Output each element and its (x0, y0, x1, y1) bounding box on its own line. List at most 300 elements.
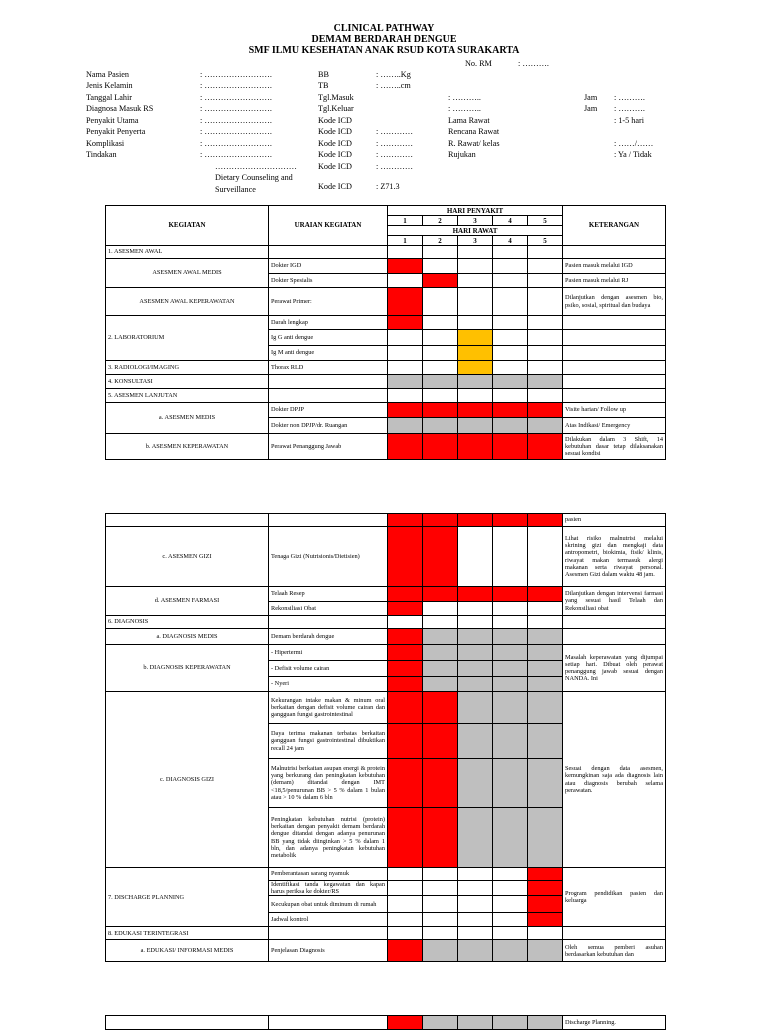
day-1-cell (388, 330, 423, 346)
day-5-cell (528, 602, 563, 616)
day-1-cell (388, 616, 423, 629)
pathway-row (106, 1016, 666, 1030)
patient-field-label: Diagnosa Masuk RS (86, 104, 154, 113)
day-2-cell (423, 246, 458, 259)
day-3-cell (458, 1016, 493, 1030)
pathway-row (106, 868, 666, 881)
uraian-cell: Thorax RLD (269, 361, 388, 375)
day-1-cell (388, 514, 423, 527)
icd-field-value: : ………… (376, 127, 414, 136)
keterangan-cell: Discharge Planning. (563, 1016, 666, 1030)
day-2-cell (423, 629, 458, 645)
day-4-cell (493, 259, 528, 274)
uraian-cell: Peningkatan kebutuhan nutrisi (protein) berkaitan dengan penyakit demam berdarah dengue ditandai dengan adanya penurunan BB yang tidak diinginkan > 5 % dalam 1 bln, dan adanya peningkatan kebutuhan metabolik (269, 808, 388, 868)
day-1-cell (388, 246, 423, 259)
kegiatan-cell: ASESMEN AWAL MEDIS (106, 259, 269, 288)
day-number-5: 5 (528, 216, 563, 226)
day-number-2: 2 (423, 216, 458, 226)
day-3-cell (458, 527, 493, 587)
day-4-cell (493, 527, 528, 587)
day-3-cell (458, 913, 493, 927)
day-4-cell (493, 330, 528, 346)
stay-field-value: : ……….. (448, 93, 481, 102)
patient-field-label: Tanggal Lahir (86, 93, 133, 102)
pathway-row (106, 616, 666, 629)
keterangan-cell (563, 629, 666, 645)
day-1-cell (388, 881, 423, 896)
day-5-cell (528, 629, 563, 645)
keterangan-cell: Program pendidikan pasien dan keluarga (563, 868, 666, 927)
icd-field-value: : Z71.3 (376, 182, 400, 191)
kegiatan-cell: b. DIAGNOSIS KEPERAWATAN (106, 645, 269, 692)
day-3-cell (458, 661, 493, 677)
day-4-cell (493, 645, 528, 661)
uraian-cell: Penjelasan Diagnosis (269, 940, 388, 962)
day-5-cell (528, 330, 563, 346)
day-2-cell (423, 602, 458, 616)
day-4-cell (493, 692, 528, 724)
uraian-cell: Jadwal kontrol (269, 913, 388, 927)
day-1-cell (388, 677, 423, 692)
day-5-cell (528, 246, 563, 259)
day-1-cell (388, 808, 423, 868)
day-3-cell (458, 724, 493, 759)
day-1-cell (388, 629, 423, 645)
document-subtitle: DEMAM BERDARAH DENGUE (311, 34, 457, 45)
day-number-3: 3 (458, 216, 493, 226)
pathway-row (106, 434, 666, 460)
day-3-cell (458, 274, 493, 288)
pathway-row (106, 927, 666, 940)
uraian-cell: Kekurangan intake makan & minum oral berkaitan dengan defisit volume cairan dan gangguan fungsi gastrointestinal (269, 692, 388, 724)
pathway-row (106, 288, 666, 316)
day-2-cell (423, 677, 458, 692)
stay-field-label: Lama Rawat (448, 116, 490, 125)
header-hari-penyakit: HARI PENYAKIT (388, 206, 563, 216)
day-5-cell (528, 808, 563, 868)
time-field-value: : Ya / Tidak (614, 150, 652, 159)
header-hari-rawat: HARI RAWAT (388, 226, 563, 236)
day-4-cell (493, 246, 528, 259)
time-field-value: : ………. (614, 104, 645, 113)
day-4-cell (493, 418, 528, 434)
day-4-cell (493, 896, 528, 913)
patient-field-value: : ……………………. (200, 150, 272, 159)
patient-field-label: Tindakan (86, 150, 117, 159)
kegiatan-cell: 3. RADIOLOGI/IMAGING (106, 361, 269, 375)
kegiatan-cell: c. DIAGNOSIS GIZI (106, 692, 269, 868)
time-field-value: : ……/…… (614, 139, 654, 148)
day-3-cell (458, 881, 493, 896)
uraian-cell (269, 375, 388, 389)
icd-field-value: : ………… (376, 150, 414, 159)
stay-field-value: : ……….. (448, 104, 481, 113)
day-2-cell (423, 514, 458, 527)
icd-field-label: Tgl.Keluar (318, 104, 354, 113)
day-4-cell (493, 629, 528, 645)
medical-record-number (0, 59, 768, 69)
uraian-cell: - Hipertermi (269, 645, 388, 661)
day-2-cell (423, 661, 458, 677)
pathway-row (106, 514, 666, 527)
patient-field-value: : ……………………. (200, 139, 272, 148)
day-5-cell (528, 645, 563, 661)
icd-field-value: : ……..cm (376, 81, 411, 90)
day-2-cell (423, 868, 458, 881)
day-5-cell (528, 913, 563, 927)
day-3-cell (458, 759, 493, 808)
day-2-cell (423, 361, 458, 375)
day-2-cell (423, 881, 458, 896)
hospital-name: SMF ILMU KESEHATAN ANAK RSUD KOTA SURAKARTA (248, 45, 520, 56)
day-4-cell (493, 868, 528, 881)
pathway-row (106, 375, 666, 389)
day-2-cell (423, 527, 458, 587)
day-2-cell (423, 375, 458, 389)
day-5-cell (528, 403, 563, 418)
icd-field-label: Tgl.Masuk (318, 93, 354, 102)
keterangan-cell: Visite harian/ Follow up (563, 403, 666, 418)
uraian-cell (269, 1016, 388, 1030)
kegiatan-cell: 7. DISCHARGE PLANNING (106, 868, 269, 927)
day-5-cell (528, 274, 563, 288)
uraian-cell: Identifikasi tanda kegawatan dan kapan harus periksa ke dokter/RS (269, 881, 388, 896)
day-1-cell (388, 940, 423, 962)
day-3-cell (458, 434, 493, 460)
day-1-cell (388, 389, 423, 403)
day-3-cell (458, 645, 493, 661)
pathway-row (106, 389, 666, 403)
day-1-cell (388, 645, 423, 661)
clinical-pathway-table-2 (105, 513, 666, 962)
day-3-cell (458, 927, 493, 940)
uraian-cell: Perawat Primer: (269, 288, 388, 316)
dietary-dots: ………………………… (215, 162, 297, 171)
day-5-cell (528, 616, 563, 629)
day-3-cell (458, 361, 493, 375)
kegiatan-cell: a. ASESMEN MEDIS (106, 403, 269, 434)
day-4-cell (493, 361, 528, 375)
day-3-cell (458, 602, 493, 616)
day-1-cell (388, 913, 423, 927)
patient-field-label: Penyakit Penyerta (86, 127, 146, 136)
uraian-cell: - Defisit volume cairan (269, 661, 388, 677)
day-3-cell (458, 346, 493, 361)
day-3-cell (458, 403, 493, 418)
day-4-cell (493, 434, 528, 460)
day-2-cell (423, 274, 458, 288)
stay-field-label: R. Rawat/ kelas (448, 139, 500, 148)
pathway-row (106, 587, 666, 602)
day-5-cell (528, 661, 563, 677)
day-4-cell (493, 403, 528, 418)
uraian-cell: Telaah Resep (269, 587, 388, 602)
keterangan-cell (563, 361, 666, 375)
day-1-cell (388, 1016, 423, 1030)
day-3-cell (458, 808, 493, 868)
uraian-cell: - Nyeri (269, 677, 388, 692)
day-5-cell (528, 927, 563, 940)
time-field-label: Jam (584, 93, 598, 102)
clinical-pathway-table-1 (105, 205, 666, 460)
patient-field-label: Penyakit Utama (86, 116, 139, 125)
day-5-cell (528, 940, 563, 962)
day-number-5: 5 (528, 236, 563, 246)
keterangan-cell: Dilanjutkan dengan asesmen bio, psiko, sosial, spiritual dan budaya (563, 288, 666, 316)
day-5-cell (528, 896, 563, 913)
dietary-label: Dietary Counseling and (215, 173, 293, 182)
day-4-cell (493, 587, 528, 602)
day-2-cell (423, 692, 458, 724)
day-3-cell (458, 677, 493, 692)
icd-field-label: Kode ICD (318, 116, 352, 125)
keterangan-cell: Atas Indikasi/ Emergency (563, 418, 666, 434)
day-5-cell (528, 527, 563, 587)
uraian-cell (269, 927, 388, 940)
pathway-row (106, 940, 666, 962)
day-3-cell (458, 616, 493, 629)
patient-field-value: : ……………………. (200, 104, 272, 113)
keterangan-cell (563, 246, 666, 259)
day-2-cell (423, 346, 458, 361)
day-5-cell (528, 259, 563, 274)
patient-field-value: : ……………………. (200, 116, 272, 125)
day-2-cell (423, 403, 458, 418)
day-5-cell (528, 692, 563, 724)
keterangan-cell (563, 389, 666, 403)
patient-field-label: Jenis Kelamin (86, 81, 133, 90)
day-number-1: 1 (388, 236, 423, 246)
day-1-cell (388, 587, 423, 602)
icd-field-label: TB (318, 81, 329, 90)
day-3-cell (458, 246, 493, 259)
day-3-cell (458, 330, 493, 346)
uraian-cell: Ig G anti dengue (269, 330, 388, 346)
keterangan-cell (563, 346, 666, 361)
patient-field-label: Nama Pasien (86, 70, 129, 79)
header-kegiatan: KEGIATAN (106, 206, 269, 246)
document-title: CLINICAL PATHWAY (333, 23, 435, 34)
day-3-cell (458, 418, 493, 434)
day-2-cell (423, 616, 458, 629)
day-1-cell (388, 927, 423, 940)
uraian-cell: Ig M anti dengue (269, 346, 388, 361)
uraian-cell: Malnutrisi berkaitan asupan energi & protein yang berkurang dan peningkatan kebutuhan (demam) ditandai dengan IMT <18,5/penurunan BB > 5 % dalam 1 bulan atau > 10 % dalam 6 bln (269, 759, 388, 808)
day-4-cell (493, 514, 528, 527)
day-1-cell (388, 759, 423, 808)
day-4-cell (493, 913, 528, 927)
day-5-cell (528, 724, 563, 759)
patient-field-value: : ……………………. (200, 127, 272, 136)
keterangan-cell: pasien (563, 514, 666, 527)
uraian-cell: Dokter Spesialis (269, 274, 388, 288)
day-3-cell (458, 288, 493, 316)
uraian-cell: Daya terima makanan terbatas berkaitan gangguan fungsi gastrointestinal dibuktikan recall 24 jam (269, 724, 388, 759)
day-5-cell (528, 434, 563, 460)
dietary-label: Surveillance (215, 185, 256, 194)
pathway-row (106, 692, 666, 724)
stay-field-label: Rencana Rawat (448, 127, 500, 136)
day-1-cell (388, 602, 423, 616)
day-4-cell (493, 602, 528, 616)
kegiatan-cell: 4. KONSULTASI (106, 375, 269, 389)
clinical-pathway-table-3 (105, 1015, 666, 1030)
uraian-cell (269, 514, 388, 527)
day-1-cell (388, 661, 423, 677)
day-2-cell (423, 587, 458, 602)
day-number-3: 3 (458, 236, 493, 246)
uraian-cell: Demam berdarah dengue (269, 629, 388, 645)
icd-field-value: : ……..Kg (376, 70, 411, 79)
kegiatan-cell: ASESMEN AWAL KEPERAWATAN (106, 288, 269, 316)
pathway-row (106, 361, 666, 375)
day-1-cell (388, 418, 423, 434)
day-4-cell (493, 724, 528, 759)
day-1-cell (388, 527, 423, 587)
time-field-value: : ………. (614, 93, 645, 102)
day-1-cell (388, 361, 423, 375)
day-5-cell (528, 881, 563, 896)
day-4-cell (493, 677, 528, 692)
day-3-cell (458, 259, 493, 274)
day-3-cell (458, 940, 493, 962)
kegiatan-cell: 2. LABORATORIUM (106, 316, 269, 361)
time-field-value: : 1-5 hari (614, 116, 645, 125)
uraian-cell: Rekonsiliasi Obat (269, 602, 388, 616)
uraian-cell: Dokter IGD (269, 259, 388, 274)
day-1-cell (388, 346, 423, 361)
kegiatan-cell: b. ASESMEN KEPERAWATAN (106, 434, 269, 460)
stay-field-label: Rujukan (448, 150, 476, 159)
day-number-4: 4 (493, 216, 528, 226)
day-3-cell (458, 375, 493, 389)
keterangan-cell (563, 316, 666, 330)
day-2-cell (423, 1016, 458, 1030)
header-keterangan: KETERANGAN (563, 206, 666, 246)
keterangan-cell (563, 927, 666, 940)
day-3-cell (458, 896, 493, 913)
day-1-cell (388, 288, 423, 316)
uraian-cell (269, 389, 388, 403)
day-4-cell (493, 1016, 528, 1030)
patient-field-value: : ……………………. (200, 81, 272, 90)
day-number-4: 4 (493, 236, 528, 246)
day-1-cell (388, 403, 423, 418)
kegiatan-cell: 1. ASESMEN AWAL (106, 246, 269, 259)
keterangan-cell: Pasien masuk melalui IGD (563, 259, 666, 274)
day-2-cell (423, 927, 458, 940)
icd-field-label: BB (318, 70, 329, 79)
day-2-cell (423, 896, 458, 913)
icd-field-label: Kode ICD (318, 182, 352, 191)
keterangan-cell (563, 330, 666, 346)
kegiatan-cell: d. ASESMEN FARMASI (106, 587, 269, 616)
day-5-cell (528, 375, 563, 389)
pathway-row (106, 246, 666, 259)
uraian-cell (269, 246, 388, 259)
day-2-cell (423, 645, 458, 661)
pathway-row (106, 403, 666, 418)
day-1-cell (388, 724, 423, 759)
day-1-cell (388, 868, 423, 881)
day-4-cell (493, 808, 528, 868)
day-4-cell (493, 346, 528, 361)
day-2-cell (423, 316, 458, 330)
day-2-cell (423, 724, 458, 759)
keterangan-cell: Masalah keperawatan yang dijumpai setiap hari. Dibuat oleh perawat penanggung jawab sesuai dengan NANDA. Ini (563, 645, 666, 692)
day-5-cell (528, 677, 563, 692)
day-1-cell (388, 259, 423, 274)
day-5-cell (528, 514, 563, 527)
day-5-cell (528, 316, 563, 330)
kegiatan-cell (106, 1016, 269, 1030)
day-4-cell (493, 927, 528, 940)
day-5-cell (528, 868, 563, 881)
icd-field-value: : ………… (376, 139, 414, 148)
keterangan-cell: Oleh semua pemberi asuhan berdasarkan kebutuhan dan (563, 940, 666, 962)
day-1-cell (388, 692, 423, 724)
day-1-cell (388, 375, 423, 389)
day-3-cell (458, 389, 493, 403)
uraian-cell (269, 616, 388, 629)
day-3-cell (458, 692, 493, 724)
day-5-cell (528, 361, 563, 375)
day-2-cell (423, 940, 458, 962)
day-4-cell (493, 759, 528, 808)
header-uraian: URAIAN KEGIATAN (269, 206, 388, 246)
keterangan-cell: Dilakukan dalam 3 Shift, 14 kebutuhan dasar tetap dilaksanakan sesuai kondisi (563, 434, 666, 460)
kegiatan-cell: 8. EDUKASI TERINTEGRASI (106, 927, 269, 940)
day-number-2: 2 (423, 236, 458, 246)
icd-field-label: Kode ICD (318, 139, 352, 148)
kegiatan-cell: 6. DIAGNOSIS (106, 616, 269, 629)
uraian-cell: Kecukupan obat untuk diminum di rumah (269, 896, 388, 913)
patient-field-value: : ……………………. (200, 70, 272, 79)
day-3-cell (458, 316, 493, 330)
icd-field-label: Kode ICD (318, 127, 352, 136)
day-4-cell (493, 661, 528, 677)
day-4-cell (493, 940, 528, 962)
pathway-row (106, 629, 666, 645)
kegiatan-cell (106, 514, 269, 527)
uraian-cell: Darah lengkap (269, 316, 388, 330)
icd-field-value: : ………… (376, 162, 414, 171)
pathway-row (106, 527, 666, 587)
uraian-cell: Pemberantasan sarang nyamuk (269, 868, 388, 881)
day-4-cell (493, 881, 528, 896)
day-2-cell (423, 418, 458, 434)
day-3-cell (458, 629, 493, 645)
uraian-cell: Perawat Penanggung Jawab (269, 434, 388, 460)
pathway-row (106, 645, 666, 661)
day-2-cell (423, 913, 458, 927)
kegiatan-cell: 5. ASESMEN LANJUTAN (106, 389, 269, 403)
day-2-cell (423, 434, 458, 460)
pathway-row (106, 259, 666, 274)
day-3-cell (458, 514, 493, 527)
day-5-cell (528, 288, 563, 316)
pathway-row (106, 316, 666, 330)
day-1-cell (388, 274, 423, 288)
day-2-cell (423, 288, 458, 316)
day-4-cell (493, 288, 528, 316)
icd-field-label: Kode ICD (318, 162, 352, 171)
day-5-cell (528, 346, 563, 361)
day-2-cell (423, 259, 458, 274)
day-1-cell (388, 316, 423, 330)
day-5-cell (528, 418, 563, 434)
day-1-cell (388, 896, 423, 913)
